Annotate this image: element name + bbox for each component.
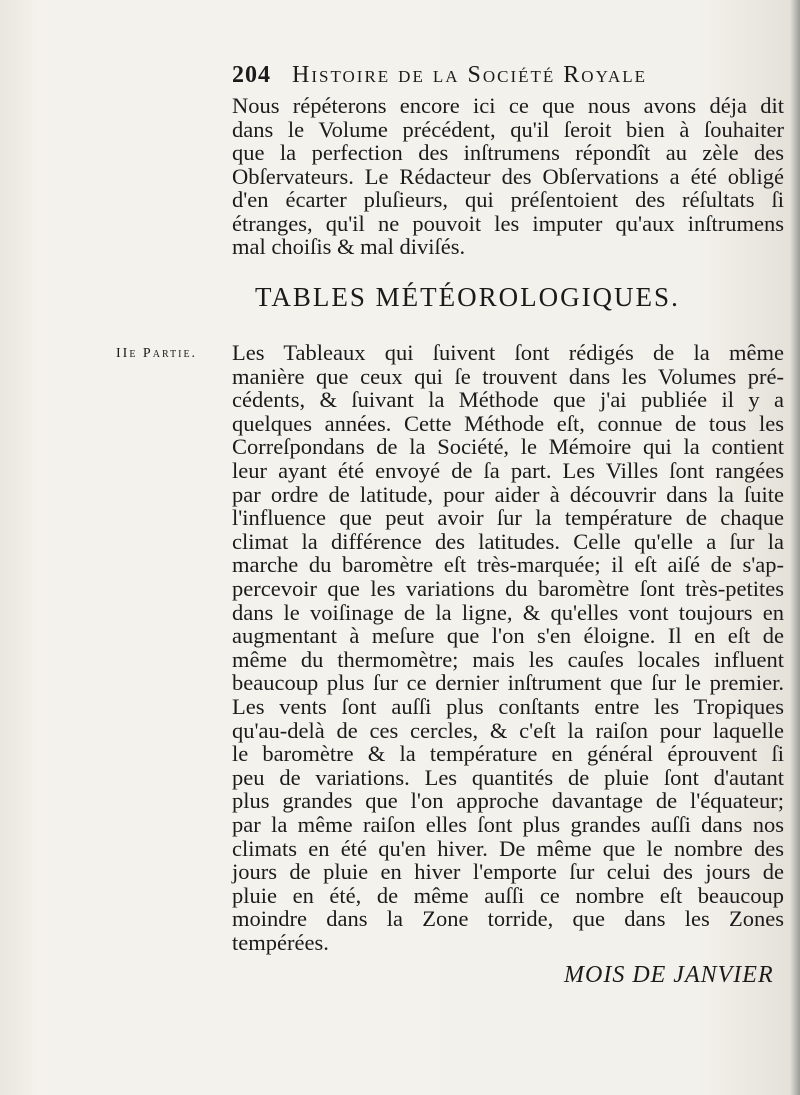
catchword: MOIS DE JANVIER xyxy=(564,962,774,988)
text-line: que la perfection des inſtrumens répondît au zèle des xyxy=(232,140,784,165)
text-line: moindre dans la Zone torride, que dans les Zones xyxy=(232,906,784,932)
text-line: plus grandes que l'on approche davantage de l'équateur; xyxy=(232,788,784,814)
text-line: climat la différence des latitudes. Celle qu'elle a ſur la xyxy=(232,528,784,554)
text-line: l'influence que peut avoir ſur la température de chaque xyxy=(232,505,784,531)
text-line: le baromètre & la température en général éprouvent ſi xyxy=(232,741,784,767)
text-line: même du thermomètre; mais les cauſes locales influent xyxy=(232,646,784,672)
text-line: climats en été qu'en hiver. De même que le nombre des xyxy=(232,835,784,861)
text-line: tempérées. xyxy=(232,930,329,955)
text-line: cédents, & ſuivant la Méthode que j'ai publiée il y a xyxy=(232,387,784,413)
text-line: étranges, qu'il ne pouvoit les imputer qu'aux inſtrumens xyxy=(232,210,784,236)
text-line: d'en écarter pluſieurs, qui préſentoient des réſultats ſi xyxy=(232,187,784,212)
running-title: Histoire de la Société Royale xyxy=(292,62,648,88)
text-line: qu'au-delà de ces cercles, & c'eſt la raiſon pour laquelle xyxy=(232,717,784,743)
text-line: dans le voiſinage de la ligne, & qu'elles vont toujours en xyxy=(232,599,784,625)
text-line: peu de variations. Les quantités de pluie ſont d'autant xyxy=(232,764,784,790)
text-line: augmentant à meſure que l'on s'en éloigne. Il en eſt de xyxy=(232,623,784,649)
text-line: dans le Volume précédent, qu'il ſeroit bien à ſouhaiter xyxy=(232,116,784,142)
text-line: percevoir que les variations du baromètre ſont très-petites xyxy=(232,576,784,601)
text-line: Nous répéterons encore ici ce que nous avons déja dit xyxy=(232,93,784,118)
text-line: Correſpondans de la Société, le Mémoire qui la contient xyxy=(232,434,784,460)
text-line: Les Tableaux qui ſuivent ſont rédigés de la même xyxy=(232,340,784,365)
text-line: manière que ceux qui ſe trouvent dans les Volumes pré- xyxy=(232,363,784,389)
text-line: pluie en été, de même auſſi ce nombre eſt beaucoup xyxy=(232,882,784,908)
page-header xyxy=(232,62,792,89)
margin-note: IIe Partie. xyxy=(116,346,198,361)
text-line: par la même raiſon elles ſont plus grandes auſſi dans nos xyxy=(232,812,784,837)
section-title: TABLES MÉTÉOROLOGIQUES. xyxy=(255,282,680,312)
text-line: beaucoup plus ſur ce dernier inſtrument que ſur le premier. xyxy=(232,670,784,696)
text-line: par ordre de latitude, pour aider à découvrir dans la ſuite xyxy=(232,481,784,507)
page-number: 204 xyxy=(232,62,271,88)
text-line: mal choiſis & mal diviſés. xyxy=(232,234,466,259)
text-line: Obſervateurs. Le Rédacteur des Obſervations a été obligé xyxy=(232,163,784,189)
text-line: jours de pluie en hiver l'emporte ſur celui des jours de xyxy=(232,859,784,885)
text-line: marche du baromètre eſt très-marquée; il eſt aiſé de s'ap- xyxy=(232,552,784,578)
text-line: Les vents ſont auſſi plus conſtants entre les Tropiques xyxy=(232,694,784,719)
text-line: quelques années. Cette Méthode eſt, connue de tous les xyxy=(232,410,784,436)
text-line: leur ayant été envoyé de ſa part. Les Villes ſont rangées xyxy=(232,458,784,483)
